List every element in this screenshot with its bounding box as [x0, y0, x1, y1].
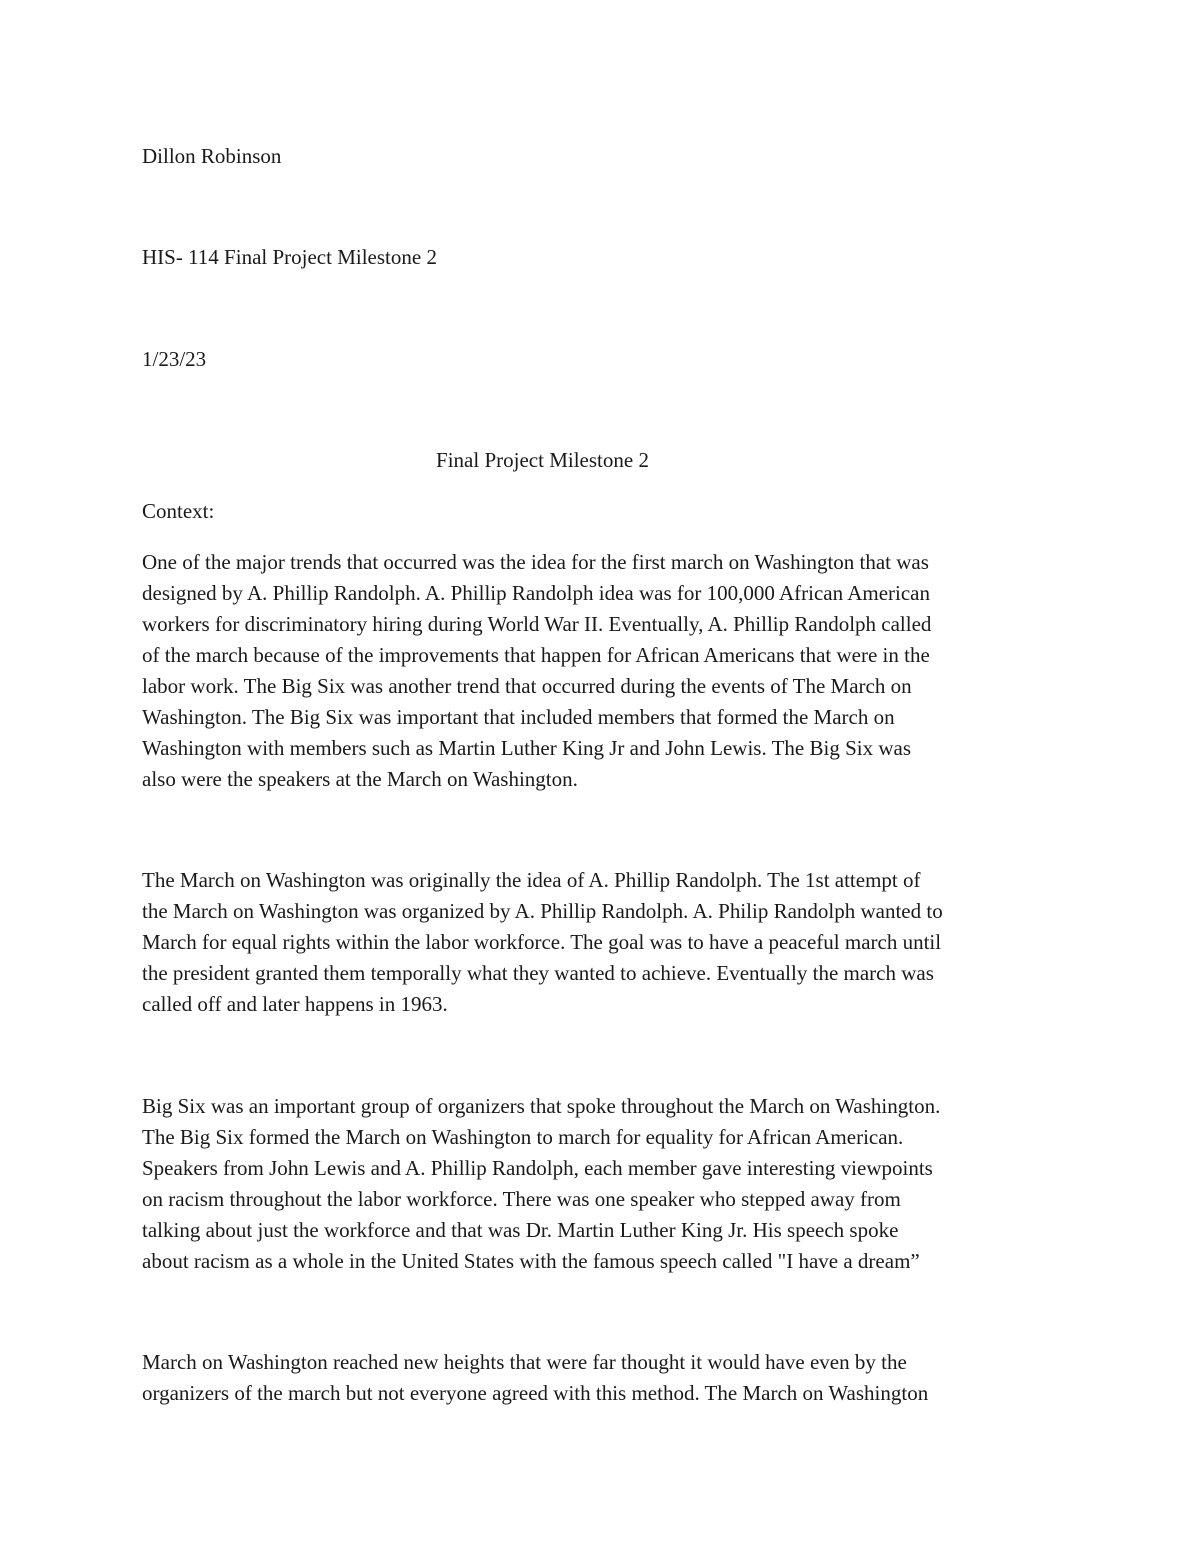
section-label-context: Context: [142, 499, 215, 523]
paragraph-line: labor work. The Big Six was another trend that occurred during the events of The March on [142, 674, 912, 698]
paragraph-line: the president granted them temporally what they wanted to achieve. Eventually the march was [142, 961, 934, 985]
paragraph-line: March for equal rights within the labor workforce. The goal was to have a peaceful march until [142, 930, 942, 954]
paragraph-line: on racism throughout the labor workforce. There was one speaker who stepped away from [142, 1187, 901, 1211]
paragraph-line: Washington with members such as Martin Luther King Jr and John Lewis. The Big Six was [142, 736, 911, 760]
author-name: Dillon Robinson [142, 144, 282, 168]
paragraph-line: The March on Washington was originally the idea of A. Phillip Randolph. The 1st attempt of [142, 868, 921, 892]
paragraph-line: workers for discriminatory hiring during World War II. Eventually, A. Phillip Randolph called [142, 612, 932, 636]
paragraph-line: talking about just the workforce and that was Dr. Martin Luther King Jr. His speech spoke [142, 1218, 899, 1242]
paragraph-line: Speakers from John Lewis and A. Phillip Randolph, each member gave interesting viewpoints [142, 1156, 933, 1180]
paragraph-line: of the march because of the improvements that happen for African Americans that were in the [142, 643, 930, 667]
paragraph-context [142, 547, 1062, 795]
paragraph-line: about racism as a whole in the United States with the famous speech called "I have a dream” [142, 1249, 920, 1273]
page-title: Final Project Milestone 2 [436, 448, 649, 472]
paragraph-big-six [142, 1091, 1062, 1277]
paragraph-line: called off and later happens in 1963. [142, 992, 448, 1016]
course-title: HIS- 114 Final Project Milestone 2 [142, 245, 437, 269]
paragraph-line: the March on Washington was organized by A. Phillip Randolph. A. Philip Randolph wanted to [142, 899, 943, 923]
paragraph-line: One of the major trends that occurred was the idea for the first march on Washington that was [142, 550, 929, 574]
paragraph-line: Big Six was an important group of organizers that spoke throughout the March on Washington. [142, 1094, 941, 1118]
paragraph-line: organizers of the march but not everyone agreed with this method. The March on Washington [142, 1381, 929, 1405]
paragraph-line: Washington. The Big Six was important that included members that formed the March on [142, 705, 895, 729]
paragraph-line: March on Washington reached new heights that were far thought it would have even by the [142, 1350, 907, 1374]
paragraph-randolph [142, 865, 1062, 1020]
paragraph-new-heights [142, 1347, 1062, 1409]
paragraph-line: The Big Six formed the March on Washington to march for equality for African American. [142, 1125, 904, 1149]
paragraph-line: also were the speakers at the March on Washington. [142, 767, 578, 791]
document-date: 1/23/23 [142, 347, 207, 371]
paragraph-line: designed by A. Phillip Randolph. A. Phillip Randolph idea was for 100,000 African American [142, 581, 930, 605]
